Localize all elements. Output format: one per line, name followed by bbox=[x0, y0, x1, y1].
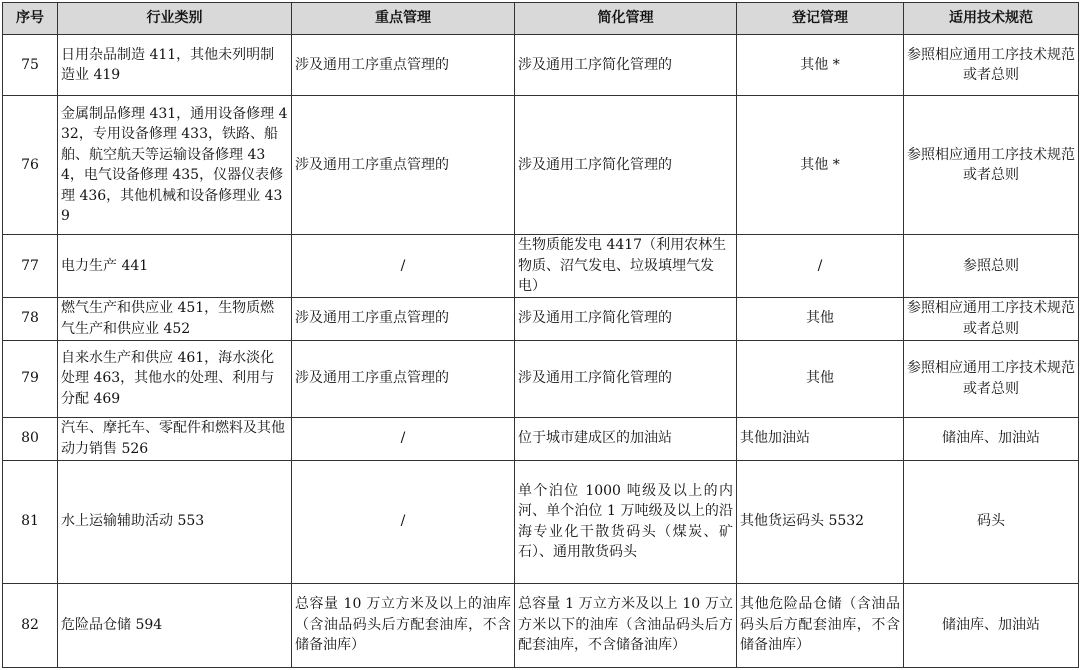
cell-no: 76 bbox=[3, 96, 58, 235]
table-row bbox=[3, 583, 1079, 667]
cell-spec: 参照相应通用工序技术规范或者总则 bbox=[904, 35, 1079, 96]
cell-category: 日用杂品制造 411，其他未列明制造业 419 bbox=[58, 35, 292, 96]
header-simplified-management: 简化管理 bbox=[515, 3, 737, 35]
cell-register: 其他 bbox=[737, 340, 904, 417]
table-row bbox=[3, 297, 1079, 340]
cell-spec: 参照相应通用工序技术规范或者总则 bbox=[904, 297, 1079, 340]
table-row bbox=[3, 417, 1079, 460]
cell-register: / bbox=[737, 235, 904, 298]
cell-register: 其他加油站 bbox=[737, 417, 904, 460]
cell-key: 总容量 10 万立方米及以上的油库（含油品码头后方配套油库，不含储备油库） bbox=[292, 583, 515, 667]
cell-spec: 储油库、加油站 bbox=[904, 583, 1079, 667]
cell-no: 78 bbox=[3, 297, 58, 340]
cell-key: 涉及通用工序重点管理的 bbox=[292, 340, 515, 417]
cell-spec: 参照相应通用工序技术规范或者总则 bbox=[904, 96, 1079, 235]
cell-key: / bbox=[292, 460, 515, 583]
header-category: 行业类别 bbox=[58, 3, 292, 35]
cell-key: / bbox=[292, 235, 515, 298]
cell-spec: 储油库、加油站 bbox=[904, 417, 1079, 460]
cell-simple: 总容量 1 万立方米及以上 10 万立方米以下的油库（含油品码头后方配套油库，不含储备油库） bbox=[515, 583, 737, 667]
cell-category: 汽车、摩托车、零配件和燃料及其他动力销售 526 bbox=[58, 417, 292, 460]
cell-category: 自来水生产和供应 461，海水淡化处理 463，其他水的处理、利用与分配 469 bbox=[58, 340, 292, 417]
cell-spec: 参照相应通用工序技术规范或者总则 bbox=[904, 340, 1079, 417]
cell-simple: 单个泊位 1000 吨级及以上的内河、单个泊位 1 万吨级及以上的沿海专业化干散货码头（煤炭、矿石）、通用散货码头 bbox=[515, 460, 737, 583]
header-no: 序号 bbox=[3, 3, 58, 35]
cell-no: 80 bbox=[3, 417, 58, 460]
cell-register: 其他 bbox=[737, 297, 904, 340]
cell-key: 涉及通用工序重点管理的 bbox=[292, 96, 515, 235]
cell-register: 其他货运码头 5532 bbox=[737, 460, 904, 583]
table-row bbox=[3, 235, 1079, 298]
cell-no: 82 bbox=[3, 583, 58, 667]
header-technical-spec: 适用技术规范 bbox=[904, 3, 1079, 35]
cell-simple: 涉及通用工序简化管理的 bbox=[515, 340, 737, 417]
table-row bbox=[3, 96, 1079, 235]
cell-simple: 涉及通用工序简化管理的 bbox=[515, 297, 737, 340]
cell-no: 75 bbox=[3, 35, 58, 96]
cell-category: 水上运输辅助活动 553 bbox=[58, 460, 292, 583]
cell-simple: 生物质能发电 4417（利用农林生物质、沼气发电、垃圾填埋气发电） bbox=[515, 235, 737, 298]
header-row bbox=[3, 3, 1079, 35]
cell-simple: 涉及通用工序简化管理的 bbox=[515, 96, 737, 235]
cell-category: 金属制品修理 431，通用设备修理 432，专用设备修理 433，铁路、船舶、航空航天等运输设备修理 434，电气设备修理 435，仪器仪表修理 436，其他机械和设备修理业 439 bbox=[58, 96, 292, 235]
header-registration-management: 登记管理 bbox=[737, 3, 904, 35]
cell-register: 其他 * bbox=[737, 96, 904, 235]
cell-no: 77 bbox=[3, 235, 58, 298]
table-row bbox=[3, 35, 1079, 96]
cell-category: 危险品仓储 594 bbox=[58, 583, 292, 667]
permit-classification-table bbox=[2, 2, 1079, 668]
cell-no: 81 bbox=[3, 460, 58, 583]
cell-key: 涉及通用工序重点管理的 bbox=[292, 297, 515, 340]
cell-simple: 涉及通用工序简化管理的 bbox=[515, 35, 737, 96]
cell-register: 其他 * bbox=[737, 35, 904, 96]
table-row bbox=[3, 340, 1079, 417]
cell-category: 燃气生产和供应业 451，生物质燃气生产和供应业 452 bbox=[58, 297, 292, 340]
cell-key: / bbox=[292, 417, 515, 460]
cell-category: 电力生产 441 bbox=[58, 235, 292, 298]
cell-spec: 参照总则 bbox=[904, 235, 1079, 298]
cell-register: 其他危险品仓储（含油品码头后方配套油库，不含储备油库） bbox=[737, 583, 904, 667]
cell-key: 涉及通用工序重点管理的 bbox=[292, 35, 515, 96]
cell-no: 79 bbox=[3, 340, 58, 417]
table-row bbox=[3, 460, 1079, 583]
header-key-management: 重点管理 bbox=[292, 3, 515, 35]
cell-spec: 码头 bbox=[904, 460, 1079, 583]
cell-simple: 位于城市建成区的加油站 bbox=[515, 417, 737, 460]
